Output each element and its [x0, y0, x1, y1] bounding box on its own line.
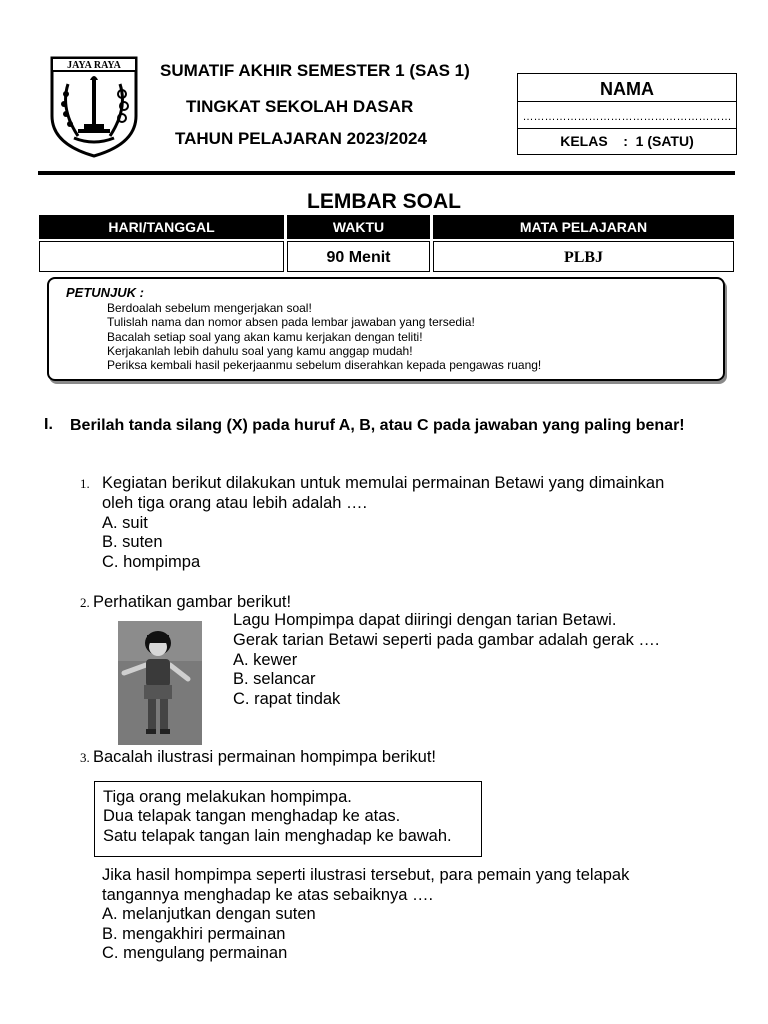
- name-box: [517, 73, 737, 155]
- betawi-dancer-image: [118, 621, 202, 745]
- table-header-time: WAKTU: [287, 215, 430, 239]
- table-header-subject: MATA PELAJARAN: [433, 215, 734, 239]
- header-year: TAHUN PELAJARAN 2023/2024: [175, 129, 427, 148]
- option-c[interactable]: C. rapat tindak: [233, 690, 341, 708]
- option-a[interactable]: A. kewer: [233, 651, 298, 669]
- option-c[interactable]: C. hompimpa: [102, 553, 201, 571]
- illustration-line: Tiga orang melakukan hompimpa.: [103, 788, 352, 806]
- table-cell-date[interactable]: [39, 241, 284, 272]
- question-number: 2.: [80, 595, 90, 610]
- question-number: 3.: [80, 750, 90, 765]
- name-label: NAMA: [518, 74, 736, 102]
- section-instruction: Berilah tanda silang (X) pada huruf A, B, atau C pada jawaban yang paling benar!: [70, 417, 685, 434]
- instruction-item: Periksa kembali hasil pekerjaanmu sebelum diserahkan kepada pengawas ruang!: [107, 358, 542, 373]
- option-b[interactable]: B. mengakhiri permainan: [102, 925, 286, 943]
- instructions-list: [107, 301, 541, 372]
- question-intro: Bacalah ilustrasi permainan hompimpa berikut!: [93, 748, 437, 766]
- question-text: Kegiatan berikut dilakukan untuk memulai permainan Betawi yang dimainkan: [102, 474, 665, 492]
- option-a[interactable]: A. melanjutkan dengan suten: [102, 905, 316, 923]
- instruction-item: Berdoalah sebelum mengerjakan soal!: [107, 301, 312, 315]
- section-number: I.: [44, 416, 53, 433]
- table-header-date: HARI/TANGGAL: [39, 215, 284, 239]
- question-text: Jika hasil hompimpa seperti ilustrasi tersebut, para pemain yang telapak: [102, 866, 630, 884]
- table-cell-subject: PLBJ: [433, 241, 734, 272]
- question-text: Lagu Hompimpa dapat diiringi dengan tarian Betawi.: [233, 611, 617, 629]
- instructions-box: [47, 277, 725, 381]
- sheet-title: LEMBAR SOAL: [307, 190, 461, 213]
- header-divider: [38, 171, 735, 175]
- option-a[interactable]: A. suit: [102, 514, 148, 532]
- question-number: 1.: [80, 476, 90, 491]
- question-text: Gerak tarian Betawi seperti pada gambar adalah gerak ….: [233, 631, 660, 649]
- table-cell-time: 90 Menit: [287, 241, 430, 272]
- question-text: tangannya menghadap ke atas sebaiknya ….: [102, 886, 434, 904]
- logo-banner-text: JAYA RAYA: [67, 60, 121, 71]
- jakarta-emblem-icon: [48, 54, 140, 158]
- header-title: SUMATIF AKHIR SEMESTER 1 (SAS 1): [160, 61, 470, 80]
- illustration-line: Satu telapak tangan lain menghadap ke bawah.: [103, 827, 452, 845]
- option-b[interactable]: B. suten: [102, 533, 163, 551]
- option-c[interactable]: C. mengulang permainan: [102, 944, 288, 962]
- name-field[interactable]: …………………………………………………: [518, 102, 736, 129]
- header-level: TINGKAT SEKOLAH DASAR: [186, 97, 414, 116]
- option-b[interactable]: B. selancar: [233, 670, 316, 688]
- instruction-item: Tulislah nama dan nomor absen pada lembar jawaban yang tersedia!: [107, 315, 475, 330]
- illustration-line: Dua telapak tangan menghadap ke atas.: [103, 807, 401, 825]
- instruction-item: Bacalah setiap soal yang akan kamu kerjakan dengan teliti!: [107, 329, 423, 344]
- question-intro: Perhatikan gambar berikut!: [93, 593, 292, 611]
- kelas-label: KELAS : 1 (SATU): [560, 133, 694, 149]
- question-text: oleh tiga orang atau lebih adalah ….: [102, 494, 368, 512]
- instruction-item: Kerjakanlah lebih dahulu soal yang kamu anggap mudah!: [107, 343, 413, 358]
- instructions-title: PETUNJUK :: [66, 285, 145, 300]
